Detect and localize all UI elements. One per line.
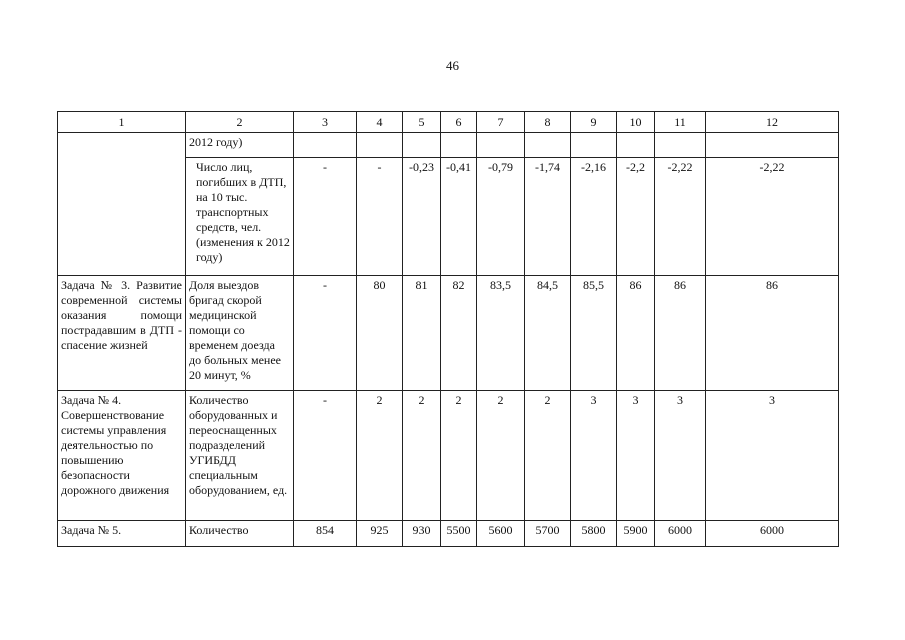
value-cell: -2,22: [706, 158, 839, 276]
value-cell: 930: [403, 521, 441, 547]
header-cell: 10: [617, 112, 655, 133]
value-cell: -0,41: [441, 158, 477, 276]
header-cell: 1: [58, 112, 186, 133]
table-row: [58, 133, 839, 158]
value-cell: -0,79: [477, 158, 525, 276]
value-cell: -: [294, 391, 357, 521]
table-row: [58, 391, 839, 521]
header-cell: 8: [525, 112, 571, 133]
indicator-cell: Доля выездов бригад скорой медицинской помощи со временем доезда до больных менее 20 минут, %: [186, 276, 294, 391]
value-cell: [571, 133, 617, 158]
table-header-row: [58, 112, 839, 133]
value-cell: 6000: [706, 521, 839, 547]
value-cell: 82: [441, 276, 477, 391]
value-cell: -: [357, 158, 403, 276]
indicators-table: [57, 111, 839, 547]
value-cell: [477, 133, 525, 158]
header-cell: 12: [706, 112, 839, 133]
value-cell: 5700: [525, 521, 571, 547]
value-cell: [617, 133, 655, 158]
value-cell: [706, 133, 839, 158]
value-cell: -1,74: [525, 158, 571, 276]
value-cell: 5900: [617, 521, 655, 547]
header-cell: 2: [186, 112, 294, 133]
value-cell: 81: [403, 276, 441, 391]
value-cell: 86: [617, 276, 655, 391]
header-cell: 6: [441, 112, 477, 133]
indicator-cell: Количество оборудованных и переоснащенных подразделений УГИБДД специальным оборудованием, ед.: [186, 391, 294, 521]
header-cell: 5: [403, 112, 441, 133]
value-cell: -: [294, 158, 357, 276]
value-cell: 80: [357, 276, 403, 391]
header-cell: 7: [477, 112, 525, 133]
value-cell: 5500: [441, 521, 477, 547]
indicator-cell: Количество: [186, 521, 294, 547]
value-cell: [357, 133, 403, 158]
table-row: [58, 521, 839, 547]
value-cell: 6000: [655, 521, 706, 547]
value-cell: -2,2: [617, 158, 655, 276]
value-cell: 854: [294, 521, 357, 547]
value-cell: -2,22: [655, 158, 706, 276]
value-cell: 3: [571, 391, 617, 521]
value-cell: 83,5: [477, 276, 525, 391]
page-number: 46: [446, 58, 459, 73]
value-cell: 86: [655, 276, 706, 391]
value-cell: -2,16: [571, 158, 617, 276]
value-cell: 2: [403, 391, 441, 521]
value-cell: [655, 133, 706, 158]
value-cell: -0,23: [403, 158, 441, 276]
value-cell: 925: [357, 521, 403, 547]
value-cell: [403, 133, 441, 158]
table-row: [58, 276, 839, 391]
task-cell: Задача № 4. Совершенствование системы управления деятельностью по повышению безопасности дорожного движения: [58, 391, 186, 521]
value-cell: -: [294, 276, 357, 391]
value-cell: 3: [617, 391, 655, 521]
value-cell: 2: [525, 391, 571, 521]
header-cell: 9: [571, 112, 617, 133]
task-cell: Задача № 3. Развитие современной системы оказания помощи пострадавшим в ДТП - спасение жизней: [58, 276, 186, 391]
value-cell: 85,5: [571, 276, 617, 391]
value-cell: 5600: [477, 521, 525, 547]
header-cell: 3: [294, 112, 357, 133]
value-cell: 2: [357, 391, 403, 521]
indicator-cell: 2012 году): [186, 133, 294, 158]
header-cell: 4: [357, 112, 403, 133]
task-cell: [58, 133, 186, 276]
value-cell: 2: [441, 391, 477, 521]
value-cell: 3: [655, 391, 706, 521]
value-cell: [525, 133, 571, 158]
value-cell: 3: [706, 391, 839, 521]
indicator-cell: Число лиц, погибших в ДТП, на 10 тыс. транспортных средств, чел. (изменения к 2012 году): [186, 158, 294, 276]
value-cell: 86: [706, 276, 839, 391]
value-cell: 84,5: [525, 276, 571, 391]
value-cell: 5800: [571, 521, 617, 547]
value-cell: [441, 133, 477, 158]
task-cell: Задача № 5.: [58, 521, 186, 547]
value-cell: 2: [477, 391, 525, 521]
value-cell: [294, 133, 357, 158]
header-cell: 11: [655, 112, 706, 133]
